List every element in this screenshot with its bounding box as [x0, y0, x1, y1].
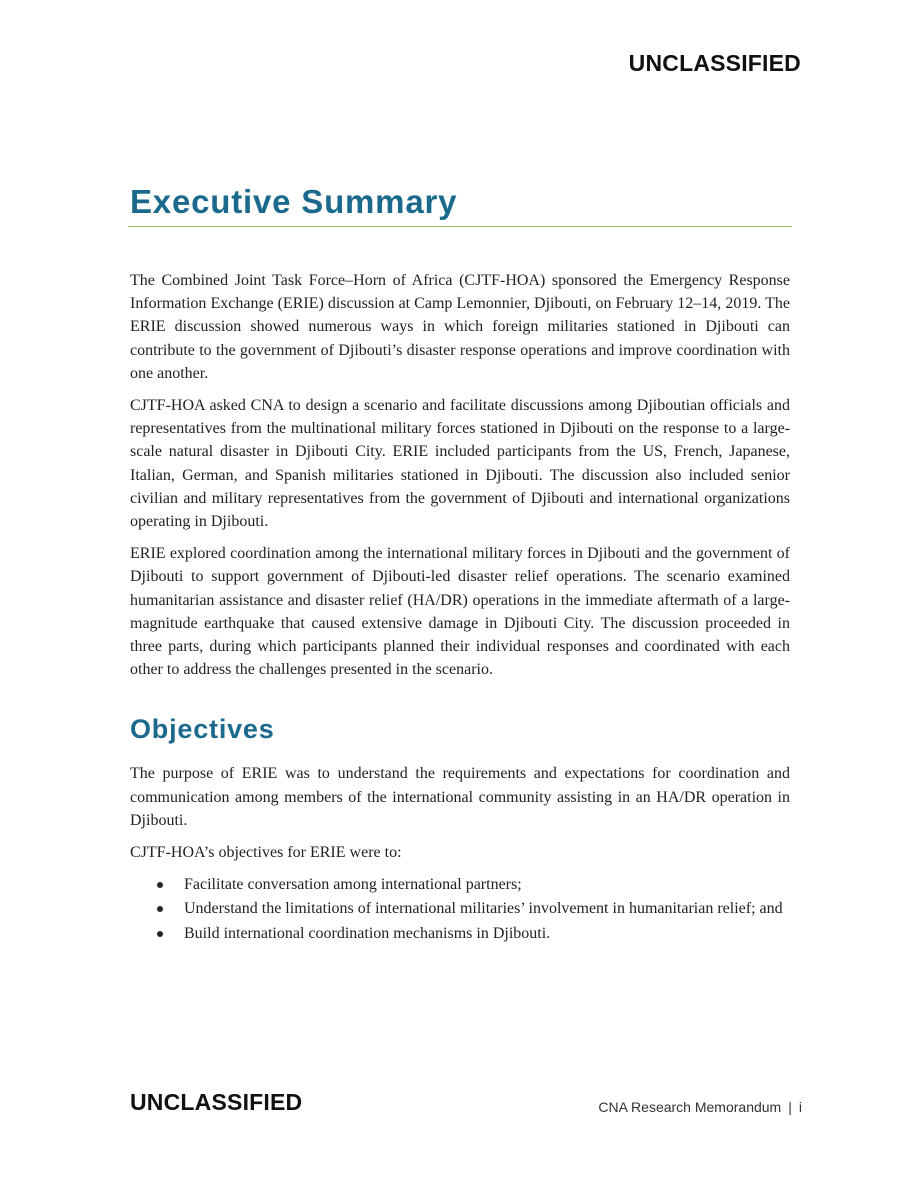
- objective-bullet-text: Build international coordination mechanisms in Djibouti.: [184, 924, 551, 942]
- objectives-heading: Objectives: [130, 714, 275, 745]
- bullet-icon: [157, 882, 163, 888]
- footer-publication-name: CNA Research Memorandum: [598, 1099, 782, 1115]
- objective-bullet-item: [130, 897, 790, 920]
- bullet-icon: [157, 931, 163, 937]
- objective-bullet-item: [130, 873, 790, 896]
- objectives-paragraph-1: The purpose of ERIE was to understand the requirements and expectations for coordination and communication among members of the international community assisting in an HA/DR operation in Djibouti.: [130, 765, 790, 829]
- title-underline-rule: [128, 226, 792, 227]
- summary-paragraph-1: The Combined Joint Task Force–Horn of Africa (CJTF-HOA) sponsored the Emergency Response Information Exchange (ERIE) discussion at Camp Lemonnier, Djibouti, on February 12–14, 2019. The ERIE discussion showed numerous ways in which foreign militaries stationed in Djibouti can contribute to the government of Djibouti’s disaster response operations and improve coordination with one another.: [130, 272, 790, 382]
- bullet-icon: [157, 906, 163, 912]
- objective-bullet-text: Understand the limitations of international militaries’ involvement in humanitarian relief; and: [184, 900, 783, 918]
- header-classification-marking: UNCLASSIFIED: [628, 50, 801, 76]
- footer-page-number: i: [798, 1099, 802, 1115]
- footer-publication-info: [598, 1099, 802, 1115]
- summary-paragraph-3: ERIE explored coordination among the international military forces in Djibouti and the government of Djibouti to support government of Djibouti-led disaster relief operations. The scenario examined humanitarian assistance and disaster relief (HA/DR) operations in the immediate aftermath of a large-magnitude earthquake that caused extensive damage in Djibouti City. The discussion proceeded in three parts, during which participants planned their individual responses and coordinated with each other to address the challenges presented in the scenario.: [130, 545, 790, 679]
- objectives-paragraph-2: CJTF-HOA’s objectives for ERIE were to:: [130, 844, 402, 862]
- objective-bullet-item: [130, 922, 790, 945]
- footer-classification-marking: UNCLASSIFIED: [130, 1089, 303, 1115]
- objectives-bullet-list: [130, 873, 790, 945]
- objective-bullet-text: Facilitate conversation among international partners;: [184, 876, 522, 894]
- footer-separator: |: [788, 1099, 792, 1115]
- document-body: [130, 269, 790, 946]
- page-title: Executive Summary: [130, 183, 458, 220]
- summary-paragraph-2: CJTF-HOA asked CNA to design a scenario and facilitate discussions among Djiboutian officials and representatives from the multinational military forces stationed in Djibouti on the response to a large-scale natural disaster in Djibouti City. ERIE included participants from the US, French, Japanese, Italian, German, and Spanish militaries stationed in Djibouti. The discussion also included senior civilian and military representatives from the government of Djibouti and international organizations operating in Djibouti.: [130, 397, 790, 531]
